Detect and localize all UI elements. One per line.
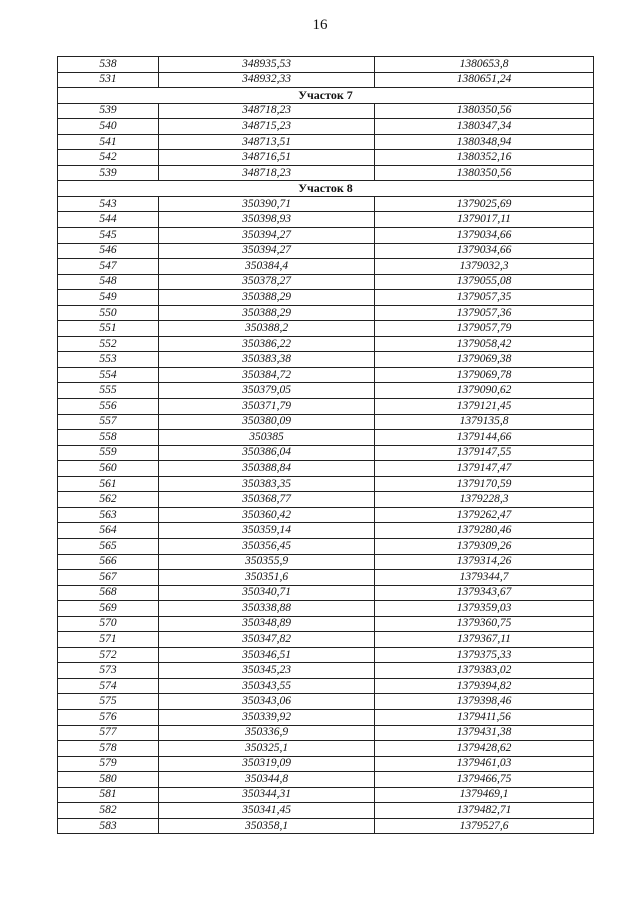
point-number-cell: 576 xyxy=(58,709,159,725)
table-row xyxy=(58,274,594,290)
table-row xyxy=(58,430,594,446)
table-row xyxy=(58,57,594,73)
x-coordinate-cell: 350388,29 xyxy=(159,305,375,321)
point-number-cell: 582 xyxy=(58,803,159,819)
y-coordinate-cell: 1379034,66 xyxy=(375,228,594,244)
table-row xyxy=(58,492,594,508)
y-coordinate-cell: 1379466,75 xyxy=(375,772,594,788)
table-row xyxy=(58,632,594,648)
point-number-cell: 572 xyxy=(58,647,159,663)
table-row xyxy=(58,461,594,477)
coordinates-table-body xyxy=(58,57,594,834)
point-number-cell: 581 xyxy=(58,787,159,803)
x-coordinate-cell: 350351,6 xyxy=(159,570,375,586)
table-row xyxy=(58,772,594,788)
point-number-cell: 551 xyxy=(58,321,159,337)
x-coordinate-cell: 350341,45 xyxy=(159,803,375,819)
table-row xyxy=(58,570,594,586)
y-coordinate-cell: 1379034,66 xyxy=(375,243,594,259)
x-coordinate-cell: 348716,51 xyxy=(159,150,375,166)
x-coordinate-cell: 350336,9 xyxy=(159,725,375,741)
x-coordinate-cell: 350368,77 xyxy=(159,492,375,508)
point-number-cell: 563 xyxy=(58,507,159,523)
y-coordinate-cell: 1379398,46 xyxy=(375,694,594,710)
table-row xyxy=(58,647,594,663)
table-row xyxy=(58,228,594,244)
table-row xyxy=(58,709,594,725)
x-coordinate-cell: 350384,4 xyxy=(159,259,375,275)
section-title: Участок 8 xyxy=(58,181,594,197)
point-number-cell: 575 xyxy=(58,694,159,710)
x-coordinate-cell: 350388,29 xyxy=(159,290,375,306)
x-coordinate-cell: 350340,71 xyxy=(159,585,375,601)
point-number-cell: 578 xyxy=(58,741,159,757)
x-coordinate-cell: 350378,27 xyxy=(159,274,375,290)
section-header-row xyxy=(58,181,594,197)
y-coordinate-cell: 1379411,56 xyxy=(375,709,594,725)
y-coordinate-cell: 1379147,47 xyxy=(375,461,594,477)
table-row xyxy=(58,616,594,632)
y-coordinate-cell: 1380350,56 xyxy=(375,165,594,181)
table-row xyxy=(58,259,594,275)
x-coordinate-cell: 348713,51 xyxy=(159,134,375,150)
y-coordinate-cell: 1379057,35 xyxy=(375,290,594,306)
point-number-cell: 539 xyxy=(58,103,159,119)
x-coordinate-cell: 350319,09 xyxy=(159,756,375,772)
point-number-cell: 566 xyxy=(58,554,159,570)
point-number-cell: 544 xyxy=(58,212,159,228)
page-number: 16 xyxy=(312,17,328,33)
y-coordinate-cell: 1379135,8 xyxy=(375,414,594,430)
x-coordinate-cell: 350338,88 xyxy=(159,601,375,617)
table-row xyxy=(58,818,594,834)
point-number-cell: 570 xyxy=(58,616,159,632)
y-coordinate-cell: 1379359,03 xyxy=(375,601,594,617)
x-coordinate-cell: 348718,23 xyxy=(159,165,375,181)
point-number-cell: 542 xyxy=(58,150,159,166)
point-number-cell: 541 xyxy=(58,134,159,150)
point-number-cell: 573 xyxy=(58,663,159,679)
x-coordinate-cell: 350384,72 xyxy=(159,367,375,383)
table-row xyxy=(58,678,594,694)
point-number-cell: 562 xyxy=(58,492,159,508)
table-row xyxy=(58,445,594,461)
x-coordinate-cell: 350346,51 xyxy=(159,647,375,663)
x-coordinate-cell: 350388,2 xyxy=(159,321,375,337)
x-coordinate-cell: 350344,8 xyxy=(159,772,375,788)
y-coordinate-cell: 1379360,75 xyxy=(375,616,594,632)
x-coordinate-cell: 350355,9 xyxy=(159,554,375,570)
y-coordinate-cell: 1380350,56 xyxy=(375,103,594,119)
point-number-cell: 557 xyxy=(58,414,159,430)
point-number-cell: 577 xyxy=(58,725,159,741)
table-row xyxy=(58,476,594,492)
y-coordinate-cell: 1379375,33 xyxy=(375,647,594,663)
table-row xyxy=(58,290,594,306)
point-number-cell: 552 xyxy=(58,336,159,352)
table-row xyxy=(58,383,594,399)
point-number-cell: 555 xyxy=(58,383,159,399)
table-row xyxy=(58,399,594,415)
x-coordinate-cell: 350380,09 xyxy=(159,414,375,430)
section-header-row xyxy=(58,88,594,104)
x-coordinate-cell: 350398,93 xyxy=(159,212,375,228)
y-coordinate-cell: 1380348,94 xyxy=(375,134,594,150)
x-coordinate-cell: 350383,35 xyxy=(159,476,375,492)
y-coordinate-cell: 1379280,46 xyxy=(375,523,594,539)
y-coordinate-cell: 1379090,62 xyxy=(375,383,594,399)
table-row xyxy=(58,72,594,88)
point-number-cell: 553 xyxy=(58,352,159,368)
point-number-cell: 548 xyxy=(58,274,159,290)
table-row xyxy=(58,134,594,150)
table-row xyxy=(58,196,594,212)
table-row xyxy=(58,165,594,181)
table-row xyxy=(58,756,594,772)
point-number-cell: 580 xyxy=(58,772,159,788)
y-coordinate-cell: 1379228,3 xyxy=(375,492,594,508)
table-row xyxy=(58,523,594,539)
table-row xyxy=(58,554,594,570)
x-coordinate-cell: 350347,82 xyxy=(159,632,375,648)
point-number-cell: 538 xyxy=(58,57,159,73)
y-coordinate-cell: 1379367,11 xyxy=(375,632,594,648)
x-coordinate-cell: 350348,89 xyxy=(159,616,375,632)
point-number-cell: 547 xyxy=(58,259,159,275)
y-coordinate-cell: 1379469,1 xyxy=(375,787,594,803)
table-row xyxy=(58,243,594,259)
table-row xyxy=(58,725,594,741)
x-coordinate-cell: 350383,38 xyxy=(159,352,375,368)
table-row xyxy=(58,336,594,352)
point-number-cell: 554 xyxy=(58,367,159,383)
x-coordinate-cell: 350325,1 xyxy=(159,741,375,757)
table-row xyxy=(58,538,594,554)
table-row xyxy=(58,119,594,135)
y-coordinate-cell: 1380653,8 xyxy=(375,57,594,73)
x-coordinate-cell: 350386,22 xyxy=(159,336,375,352)
y-coordinate-cell: 1379170,59 xyxy=(375,476,594,492)
y-coordinate-cell: 1379057,36 xyxy=(375,305,594,321)
y-coordinate-cell: 1379461,03 xyxy=(375,756,594,772)
point-number-cell: 568 xyxy=(58,585,159,601)
x-coordinate-cell: 348935,53 xyxy=(159,57,375,73)
y-coordinate-cell: 1379032,3 xyxy=(375,259,594,275)
y-coordinate-cell: 1379147,55 xyxy=(375,445,594,461)
point-number-cell: 558 xyxy=(58,430,159,446)
x-coordinate-cell: 350345,23 xyxy=(159,663,375,679)
point-number-cell: 549 xyxy=(58,290,159,306)
point-number-cell: 583 xyxy=(58,818,159,834)
y-coordinate-cell: 1380347,34 xyxy=(375,119,594,135)
x-coordinate-cell: 350343,55 xyxy=(159,678,375,694)
y-coordinate-cell: 1379344,7 xyxy=(375,570,594,586)
x-coordinate-cell: 350360,42 xyxy=(159,507,375,523)
y-coordinate-cell: 1379314,26 xyxy=(375,554,594,570)
table-row xyxy=(58,150,594,166)
point-number-cell: 540 xyxy=(58,119,159,135)
x-coordinate-cell: 350371,79 xyxy=(159,399,375,415)
x-coordinate-cell: 350339,92 xyxy=(159,709,375,725)
table-row xyxy=(58,741,594,757)
point-number-cell: 531 xyxy=(58,72,159,88)
x-coordinate-cell: 348715,23 xyxy=(159,119,375,135)
y-coordinate-cell: 1379025,69 xyxy=(375,196,594,212)
x-coordinate-cell: 350386,04 xyxy=(159,445,375,461)
table-row xyxy=(58,414,594,430)
y-coordinate-cell: 1380352,16 xyxy=(375,150,594,166)
y-coordinate-cell: 1379262,47 xyxy=(375,507,594,523)
point-number-cell: 543 xyxy=(58,196,159,212)
x-coordinate-cell: 350358,1 xyxy=(159,818,375,834)
y-coordinate-cell: 1379058,42 xyxy=(375,336,594,352)
point-number-cell: 561 xyxy=(58,476,159,492)
table-row xyxy=(58,787,594,803)
table-row xyxy=(58,507,594,523)
y-coordinate-cell: 1379057,79 xyxy=(375,321,594,337)
y-coordinate-cell: 1379017,11 xyxy=(375,212,594,228)
x-coordinate-cell: 350379,05 xyxy=(159,383,375,399)
table-row xyxy=(58,103,594,119)
point-number-cell: 567 xyxy=(58,570,159,586)
y-coordinate-cell: 1379069,78 xyxy=(375,367,594,383)
table-row xyxy=(58,212,594,228)
x-coordinate-cell: 350394,27 xyxy=(159,243,375,259)
y-coordinate-cell: 1379144,66 xyxy=(375,430,594,446)
x-coordinate-cell: 350356,45 xyxy=(159,538,375,554)
point-number-cell: 550 xyxy=(58,305,159,321)
y-coordinate-cell: 1379431,38 xyxy=(375,725,594,741)
x-coordinate-cell: 348718,23 xyxy=(159,103,375,119)
table-row xyxy=(58,803,594,819)
point-number-cell: 565 xyxy=(58,538,159,554)
y-coordinate-cell: 1379309,26 xyxy=(375,538,594,554)
point-number-cell: 579 xyxy=(58,756,159,772)
y-coordinate-cell: 1379121,45 xyxy=(375,399,594,415)
x-coordinate-cell: 350388,84 xyxy=(159,461,375,477)
y-coordinate-cell: 1379343,67 xyxy=(375,585,594,601)
table-row xyxy=(58,321,594,337)
point-number-cell: 539 xyxy=(58,165,159,181)
x-coordinate-cell: 350394,27 xyxy=(159,228,375,244)
point-number-cell: 559 xyxy=(58,445,159,461)
y-coordinate-cell: 1380651,24 xyxy=(375,72,594,88)
y-coordinate-cell: 1379055,08 xyxy=(375,274,594,290)
point-number-cell: 564 xyxy=(58,523,159,539)
point-number-cell: 571 xyxy=(58,632,159,648)
table-row xyxy=(58,367,594,383)
point-number-cell: 574 xyxy=(58,678,159,694)
point-number-cell: 545 xyxy=(58,228,159,244)
table-row xyxy=(58,601,594,617)
point-number-cell: 560 xyxy=(58,461,159,477)
x-coordinate-cell: 350343,06 xyxy=(159,694,375,710)
table-row xyxy=(58,352,594,368)
x-coordinate-cell: 350390,71 xyxy=(159,196,375,212)
y-coordinate-cell: 1379069,38 xyxy=(375,352,594,368)
coordinates-table xyxy=(57,56,594,834)
y-coordinate-cell: 1379394,82 xyxy=(375,678,594,694)
point-number-cell: 569 xyxy=(58,601,159,617)
section-title: Участок 7 xyxy=(58,88,594,104)
table-row xyxy=(58,585,594,601)
x-coordinate-cell: 350344,31 xyxy=(159,787,375,803)
point-number-cell: 546 xyxy=(58,243,159,259)
table-row xyxy=(58,694,594,710)
x-coordinate-cell: 350359,14 xyxy=(159,523,375,539)
x-coordinate-cell: 348932,33 xyxy=(159,72,375,88)
table-row xyxy=(58,305,594,321)
y-coordinate-cell: 1379428,62 xyxy=(375,741,594,757)
x-coordinate-cell: 350385 xyxy=(159,430,375,446)
point-number-cell: 556 xyxy=(58,399,159,415)
y-coordinate-cell: 1379527,6 xyxy=(375,818,594,834)
table-row xyxy=(58,663,594,679)
y-coordinate-cell: 1379482,71 xyxy=(375,803,594,819)
y-coordinate-cell: 1379383,02 xyxy=(375,663,594,679)
